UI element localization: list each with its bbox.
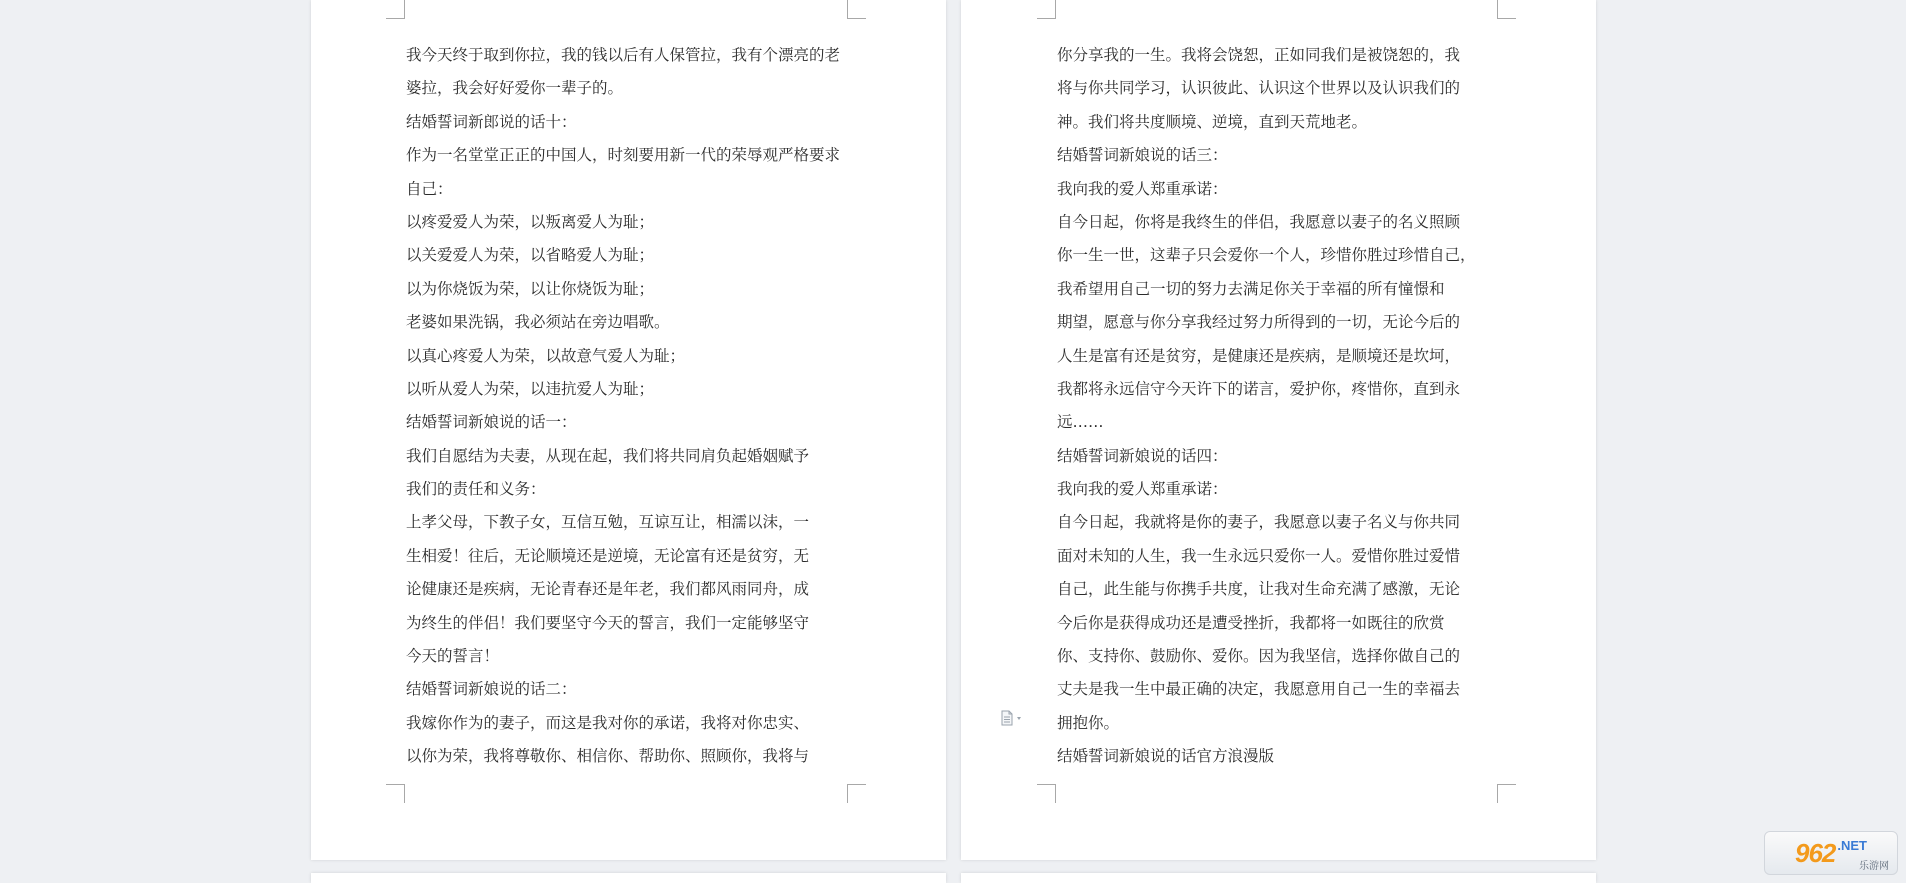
text-line: 你分享我的一生。我将会饶恕，正如同我们是被饶恕的，我	[1057, 46, 1461, 64]
document-dropdown-icon[interactable]	[1000, 710, 1026, 726]
watermark-number: 962	[1794, 837, 1836, 868]
text-line: 为终生的伴侣！我们要坚守今天的誓言，我们一定能够坚守	[406, 613, 810, 632]
text-line: 老婆如果洗锅，我必须站在旁边唱歌。	[406, 313, 670, 332]
document-page-left	[311, 0, 946, 860]
text-line: 远……	[1057, 413, 1104, 432]
page-corner-mark-top-left	[1037, 0, 1056, 19]
text-line: 上孝父母，下教子女，互信互勉，互谅互让，相濡以沫，一	[406, 513, 810, 532]
text-line: 作为一名堂堂正正的中国人，时刻要用新一代的荣辱观严格要求	[406, 146, 841, 165]
page-corner-mark-bottom-right	[1497, 784, 1516, 803]
text-line: 以为你烧饭为荣，以让你烧饭为耻；	[406, 279, 655, 298]
text-line: 以真心疼爱人为荣，以故意气爱人为耻；	[406, 346, 686, 365]
text-line: 我向我的爱人郑重承诺：	[1057, 480, 1228, 499]
watermark-subtitle: 乐游网	[1859, 861, 1889, 872]
text-line: 结婚誓词新娘说的话二：	[406, 680, 577, 699]
text-line: 期望，愿意与你分享我经过努力所得到的一切，无论今后的	[1057, 313, 1461, 332]
text-line: 我希望用自己一切的努力去满足你关于幸福的所有憧憬和	[1057, 279, 1445, 298]
text-line: 自己：	[406, 179, 453, 198]
text-line: 人生是富有还是贫穷，是健康还是疾病，是顺境还是坎坷，	[1057, 346, 1461, 365]
page-corner-mark-top-right	[847, 0, 866, 19]
page-corner-mark-bottom-right	[847, 784, 866, 803]
text-line: 结婚誓词新娘说的话三：	[1057, 146, 1228, 165]
text-line: 将与你共同学习，认识彼此、认识这个世界以及认识我们的	[1057, 79, 1461, 98]
text-line: 我都将永远信守今天许下的诺言，爱护你，疼惜你，直到永	[1057, 379, 1461, 398]
text-line: 面对未知的人生，我一生永远只爱你一人。爱惜你胜过爱惜	[1057, 546, 1461, 565]
page-text-area[interactable]	[1057, 39, 1505, 774]
text-line: 结婚誓词新娘说的话四：	[1057, 446, 1228, 465]
document-page-right	[961, 0, 1596, 860]
watermark-suffix: .NET	[1837, 837, 1867, 853]
text-line: 以关爱爱人为荣，以省略爱人为耻；	[406, 246, 655, 265]
text-line: 以听从爱人为荣，以违抗爱人为耻；	[406, 379, 655, 398]
text-line: 论健康还是疾病，无论青春还是年老，我们都风雨同舟，成	[406, 580, 810, 599]
next-page-left-edge	[311, 873, 946, 883]
page-text-area[interactable]	[406, 39, 854, 774]
next-page-right-edge	[961, 873, 1596, 883]
text-line: 生相爱！往后，无论顺境还是逆境，无论富有还是贫穷，无	[406, 546, 810, 565]
text-line: 结婚誓词新郎说的话十：	[406, 112, 577, 131]
text-line: 神。我们将共度顺境、逆境，直到天荒地老。	[1057, 112, 1368, 131]
text-line: 你一生一世，这辈子只会爱你一个人，珍惜你胜过珍惜自己，	[1057, 246, 1476, 265]
text-line: 拥抱你。	[1057, 713, 1120, 732]
text-line: 你、支持你、鼓励你、爱你。因为我坚信，选择你做自己的	[1057, 647, 1461, 666]
page-corner-mark-top-right	[1497, 0, 1516, 19]
text-line: 结婚誓词新娘说的话官方浪漫版	[1057, 747, 1275, 766]
text-line: 婆拉，我会好好爱你一辈子的。	[406, 79, 624, 98]
text-line: 今天的誓言！	[406, 647, 500, 666]
site-watermark-logo	[1764, 831, 1898, 875]
text-line: 自己，此生能与你携手共度，让我对生命充满了感激，无论	[1057, 580, 1461, 599]
text-line: 自今日起，我就将是你的妻子，我愿意以妻子名义与你共同	[1057, 513, 1461, 532]
text-line: 我嫁你作为的妻子，而这是我对你的承诺，我将对你忠实、	[406, 713, 810, 732]
text-line: 自今日起，你将是我终生的伴侣，我愿意以妻子的名义照顾	[1057, 212, 1461, 231]
text-line: 我向我的爱人郑重承诺：	[1057, 179, 1228, 198]
text-line: 我们的责任和义务：	[406, 480, 546, 499]
text-line: 我们自愿结为夫妻，从现在起，我们将共同肩负起婚姻赋予	[406, 446, 810, 465]
text-line: 以你为荣，我将尊敬你、相信你、帮助你、照顾你，我将与	[406, 747, 810, 766]
text-line: 丈夫是我一生中最正确的决定，我愿意用自己一生的幸福去	[1057, 680, 1461, 699]
text-line: 我今天终于取到你拉，我的钱以后有人保管拉，我有个漂亮的老	[406, 46, 841, 64]
page-corner-mark-top-left	[386, 0, 405, 19]
page-corner-mark-bottom-left	[1037, 784, 1056, 803]
text-line: 今后你是获得成功还是遭受挫折，我都将一如既往的欣赏	[1057, 613, 1445, 632]
page-corner-mark-bottom-left	[386, 784, 405, 803]
text-line: 以疼爱爱人为荣，以叛离爱人为耻；	[406, 212, 655, 231]
text-line: 结婚誓词新娘说的话一：	[406, 413, 577, 432]
